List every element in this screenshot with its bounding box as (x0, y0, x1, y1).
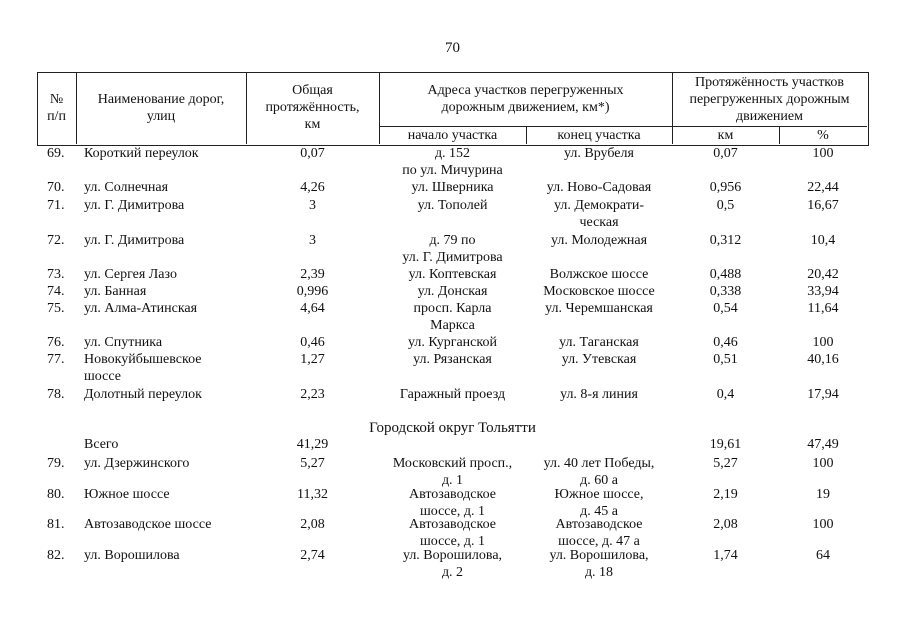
total-length: 3 (309, 233, 316, 248)
header-total-line1: Общая (292, 83, 333, 98)
congested-km: 2,08 (713, 517, 738, 532)
congested-pct: 16,67 (807, 198, 839, 213)
section-start-line2: по ул. Мичурина (402, 163, 503, 178)
congested-km: 0,4 (716, 387, 735, 402)
section-start-line2: д. 2 (441, 565, 464, 580)
congested-pct: 40,16 (807, 352, 839, 367)
total-length: 0,07 (300, 146, 325, 161)
total-length: 3 (309, 198, 316, 213)
congested-pct: 100 (812, 335, 834, 350)
road-name: Новокуйбышевское (84, 352, 202, 367)
row-number: 78. (47, 387, 65, 402)
congested-km: 0,488 (709, 267, 742, 282)
section-end-line2: д. 45 а (580, 504, 618, 519)
congested-pct: 19 (816, 487, 830, 502)
congested-pct: 33,94 (807, 284, 839, 299)
header-total-line2: протяжённость, (265, 100, 360, 115)
total-length: 2,23 (300, 387, 325, 402)
header-name-line1: Наименование дорог, (97, 92, 225, 107)
header-end: конец участка (557, 128, 641, 143)
road-name: ул. Г. Димитрова (84, 198, 185, 213)
total-length: 0,46 (300, 335, 325, 350)
section-start-line2: ул. Г. Димитрова (402, 250, 503, 265)
row-number: 75. (47, 301, 65, 316)
road-name: ул. Алма-Атинская (84, 301, 198, 316)
congested-pct: 10,4 (810, 233, 836, 248)
congested-km: 19,61 (709, 437, 742, 452)
congested-km: 0,312 (709, 233, 742, 248)
congested-km: 1,74 (713, 548, 738, 563)
row-number: 81. (47, 517, 65, 532)
total-length: 4,26 (300, 180, 325, 195)
total-length: 41,29 (296, 437, 329, 452)
road-name: ул. Г. Димитрова (84, 233, 185, 248)
congested-km: 0,338 (709, 284, 742, 299)
road-name: ул. Сергея Лазо (84, 267, 177, 282)
congested-pct: 64 (816, 548, 830, 563)
section-start: д. 79 по (429, 233, 476, 248)
congested-pct: 100 (812, 146, 834, 161)
header-pct: % (817, 128, 829, 143)
row-number: 71. (47, 198, 65, 213)
congested-pct: 11,64 (807, 301, 839, 316)
section-start: ул. Донская (417, 284, 488, 299)
section-end: Волжское шоссе (549, 267, 649, 282)
header-addresses-line2: дорожным движением, км*) (441, 100, 610, 115)
section-end: Московское шоссе (543, 284, 655, 299)
row-number: 73. (47, 267, 65, 282)
section-start: Автозаводское (409, 517, 496, 532)
congested-km: 2,19 (713, 487, 738, 502)
section-start: ул. Курганской (408, 335, 497, 350)
total-length: 11,32 (297, 487, 328, 502)
total-label: Всего (84, 437, 119, 452)
section-end-line2: ческая (579, 215, 619, 230)
section-end: Автозаводское (555, 517, 643, 532)
header-length-line3: движением (736, 109, 803, 124)
row-number: 74. (47, 284, 65, 299)
road-name: ул. Банная (84, 284, 147, 299)
road-name: ул. Солнечная (84, 180, 169, 195)
congested-km: 0,5 (716, 198, 735, 213)
road-name: ул. Спутника (84, 335, 163, 350)
header-start: начало участка (407, 128, 498, 143)
congested-pct: 100 (812, 456, 834, 471)
total-length: 4,64 (300, 301, 325, 316)
header-name-line2: улиц (146, 109, 176, 124)
congested-pct: 20,42 (807, 267, 839, 282)
section-start: ул. Рязанская (413, 352, 492, 367)
row-number: 70. (47, 180, 65, 195)
congested-km: 0,54 (713, 301, 738, 316)
section-start: просп. Карла (413, 301, 492, 316)
row-number: 76. (47, 335, 65, 350)
section-start: Гаражный проезд (399, 387, 506, 402)
congested-pct: 22,44 (807, 180, 839, 195)
section-end-line2: д. 18 (584, 565, 614, 580)
congested-km: 0,956 (709, 180, 742, 195)
congested-pct: 100 (812, 517, 834, 532)
row-number: 72. (47, 233, 65, 248)
section-end: ул. Молодежная (550, 233, 648, 248)
section-start-line2: Маркса (430, 318, 475, 333)
row-number: 77. (47, 352, 65, 367)
congested-km: 5,27 (713, 456, 738, 471)
section-start: ул. Коптевская (408, 267, 497, 282)
row-number: 69. (47, 146, 65, 161)
section-start: ул. Шверника (411, 180, 494, 195)
congested-pct: 47,49 (807, 437, 839, 452)
road-name: Южное шоссе (84, 487, 170, 502)
section-title: Городской округ Тольятти (369, 420, 536, 436)
header-length-line1: Протяжённость участков (694, 75, 845, 90)
header-km: км (717, 128, 734, 143)
road-name: Долотный переулок (84, 387, 202, 402)
header-addresses-line1: Адреса участков перегруженных (427, 83, 624, 98)
section-end-line2: д. 60 а (580, 473, 618, 488)
section-start: д. 152 (434, 146, 471, 161)
section-end: ул. 8-я линия (560, 387, 638, 402)
section-end: ул. 40 лет Победы, (543, 456, 655, 471)
section-start: ул. Тополей (417, 198, 488, 213)
section-end: ул. Утевская (561, 352, 637, 367)
total-length: 0,996 (296, 284, 329, 299)
section-end: ул. Таганская (559, 335, 639, 350)
total-length: 2,74 (300, 548, 325, 563)
section-end: ул. Демократи- (553, 198, 645, 213)
road-name: ул. Ворошилова (84, 548, 180, 563)
congested-pct: 17,94 (807, 387, 839, 402)
total-length: 2,08 (300, 517, 325, 532)
congested-km: 0,07 (713, 146, 738, 161)
road-name-line2: шоссе (84, 369, 121, 384)
section-end-line2: шоссе, д. 47 а (558, 534, 640, 549)
row-number: 80. (47, 487, 65, 502)
section-start: Автозаводское (409, 487, 496, 502)
header-num-line1: № (49, 92, 64, 107)
section-end: Южное шоссе, (554, 487, 644, 502)
row-number: 79. (47, 456, 65, 471)
section-start-line2: шоссе, д. 1 (419, 504, 486, 519)
congested-km: 0,51 (713, 352, 738, 367)
header-length-line2: перегруженных дорожным (689, 92, 850, 107)
header-num-line2: п/п (47, 109, 66, 124)
road-name: Короткий переулок (84, 146, 199, 161)
section-end: ул. Ново-Садовая (546, 180, 652, 195)
section-end: ул. Врубеля (564, 146, 634, 161)
section-end: ул. Ворошилова, (549, 548, 649, 563)
road-name: Автозаводское шоссе (84, 517, 212, 532)
total-length: 2,39 (300, 267, 325, 282)
section-start-line2: шоссе, д. 1 (419, 534, 486, 549)
section-end: ул. Черемшанская (545, 301, 653, 316)
row-number: 82. (47, 548, 65, 563)
header-total-line3: км (304, 117, 321, 132)
page-number: 70 (445, 40, 460, 56)
congested-km: 0,46 (713, 335, 738, 350)
road-name: ул. Дзержинского (84, 456, 190, 471)
total-length: 1,27 (300, 352, 325, 367)
section-start-line2: д. 1 (441, 473, 464, 488)
section-start: Московский просп., (392, 456, 513, 471)
section-start: ул. Ворошилова, (402, 548, 503, 563)
total-length: 5,27 (300, 456, 325, 471)
